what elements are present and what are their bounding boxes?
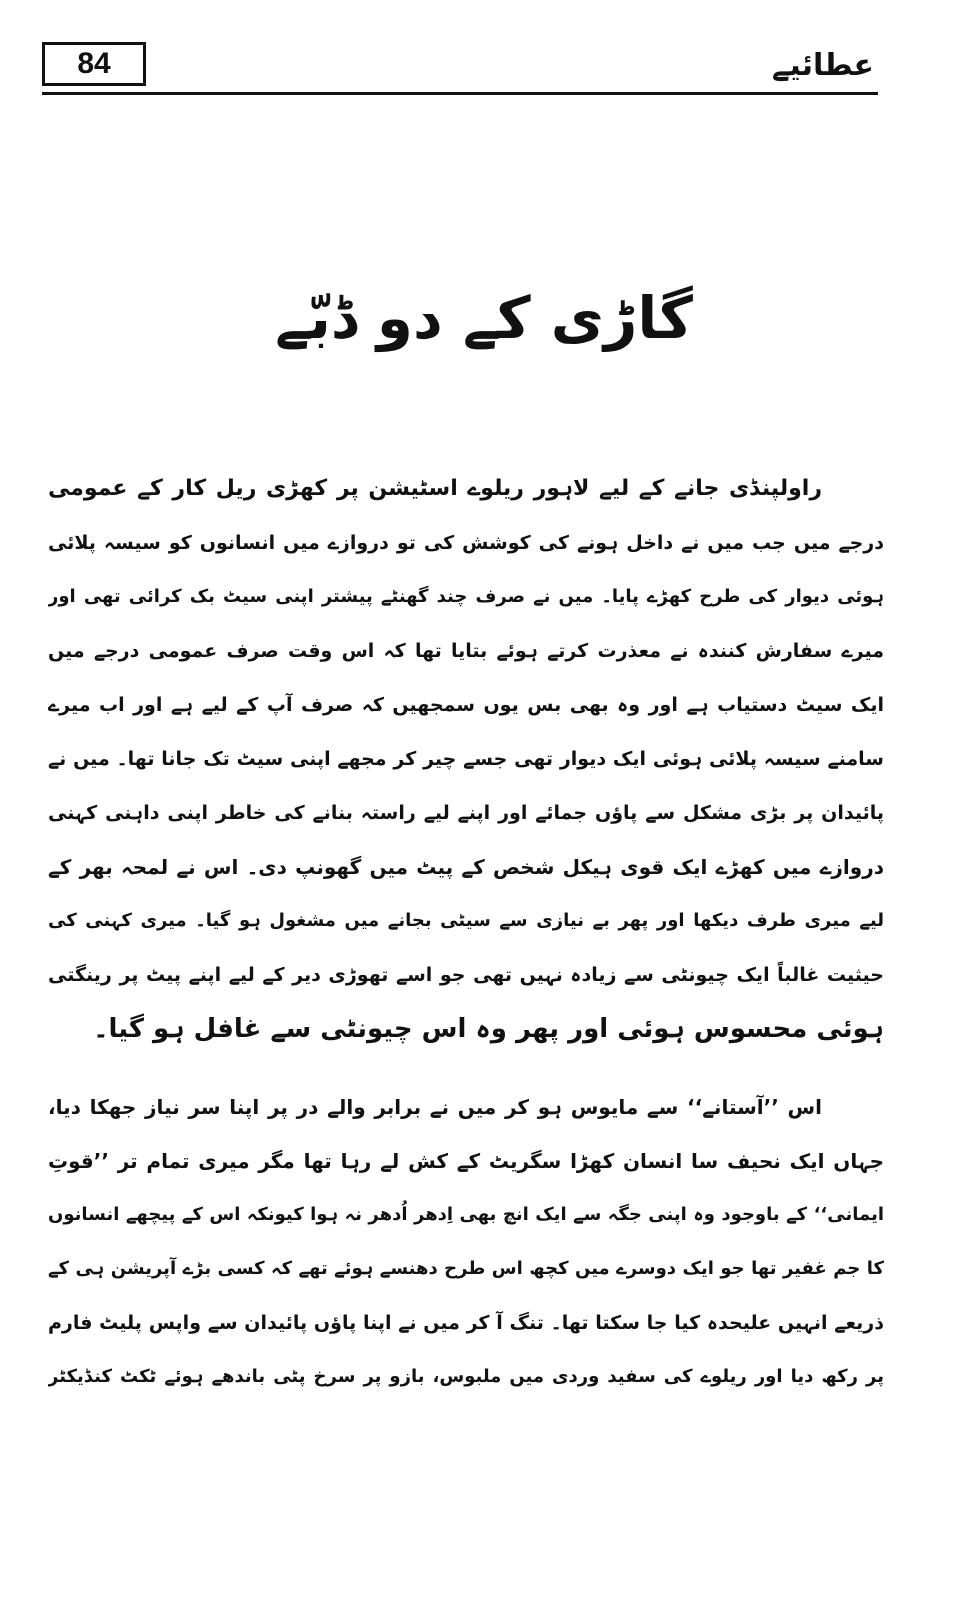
text-line: ذریعے انہیں علیحدہ کیا جا سکتا تھا۔ تنگ آ کر میں نے اپنا پاؤں پائیدان سے واپس پلیٹ فارم: [48, 1312, 884, 1334]
text-line: حیثیت غالباً ایک چیونٹی سے زیادہ نہیں تھی جو اسے تھوڑی دیر کے لیے اپنے پیٹ پر رینگتی: [48, 964, 884, 986]
text-line: ہوئی محسوس ہوئی اور پھر وہ اس چیونٹی سے غافل ہو گیا۔: [93, 1014, 884, 1044]
text-line: دروازے میں کھڑے ایک قوی ہیکل شخص کے پیٹ میں گھونپ دی۔ اس نے لمحہ بھر کے: [48, 855, 884, 879]
text-line: لیے میری طرف دیکھا اور پھر بے نیازی سے سیٹی بجانے میں مشغول ہو گیا۔ میری کہنی کی: [48, 910, 884, 931]
paragraph-1: [48, 462, 884, 1056]
text-line: سامنے سیسہ پلائی ہوئی ایک دیوار تھی جسے چیر کر مجھے اپنی سیٹ تک جانا تھا۔ میں نے: [48, 748, 884, 770]
text-line: اس ’’آستانے‘‘ سے مایوس ہو کر میں نے برابر والے در پر اپنا سر نیاز جھکا دیا،: [48, 1095, 822, 1119]
text-line: جہاں ایک نحیف سا انسان کھڑا سگریٹ کے کش لے رہا تھا مگر میری تمام تر ’’قوتِ: [48, 1149, 884, 1173]
text-line: ایمانی‘‘ کے باوجود وہ اپنی جگہ سے ایک انچ بھی اِدھر اُدھر نہ ہوا کیونکہ اس کے پیچھے انسانوں: [48, 1204, 884, 1225]
text-line: میرے سفارش کنندہ نے معذرت کرتے ہوئے بتایا تھا کہ اس وقت صرف عمومی درجے میں: [48, 640, 884, 662]
chapter-title: گاڑی کے دو ڈبّے: [275, 284, 693, 352]
text-line: ہوئی دیوار کی طرح کھڑے پایا۔ میں نے صرف چند گھنٹے پیشتر اپنی سیٹ بک کرائی تھی اور: [48, 586, 884, 607]
text-line: کا جم غفیر تھا جو ایک دوسرے میں کچھ اس طرح دھنسے ہوئے تھے کہ کسی بڑے آپریشن ہی کے: [48, 1258, 884, 1279]
page-number: 84: [42, 42, 146, 86]
text-line: پر رکھ دیا اور ریلوے کی سفید وردی میں ملبوس، بازو پر سرخ پٹی باندھے ہوئے ٹکٹ کنڈیکٹر: [48, 1366, 884, 1387]
paragraph-gap: [48, 1056, 884, 1080]
text-line: راولپنڈی جانے کے لیے لاہور ریلوے اسٹیشن پر کھڑی ریل کار کے عمومی: [48, 476, 822, 501]
paragraph-2: [48, 1080, 884, 1404]
header-rule: [42, 92, 878, 95]
text-line: پائیدان پر بڑی مشکل سے پاؤں جمائے اور اپنے لیے راستہ بنانے کی خاطر اپنی داہنی کہنی: [48, 802, 884, 824]
body-text: [48, 462, 884, 1404]
text-line: درجے میں جب میں نے داخل ہونے کی کوشش کی تو دروازے میں انسانوں کو سیسہ پلائی: [48, 532, 884, 554]
text-line: ایک سیٹ دستیاب ہے اور وہ بھی بس یوں سمجھیں کہ صرف آپ کے لیے ہے اور اب میرے: [48, 694, 884, 716]
running-title: عطائیے: [771, 48, 874, 83]
